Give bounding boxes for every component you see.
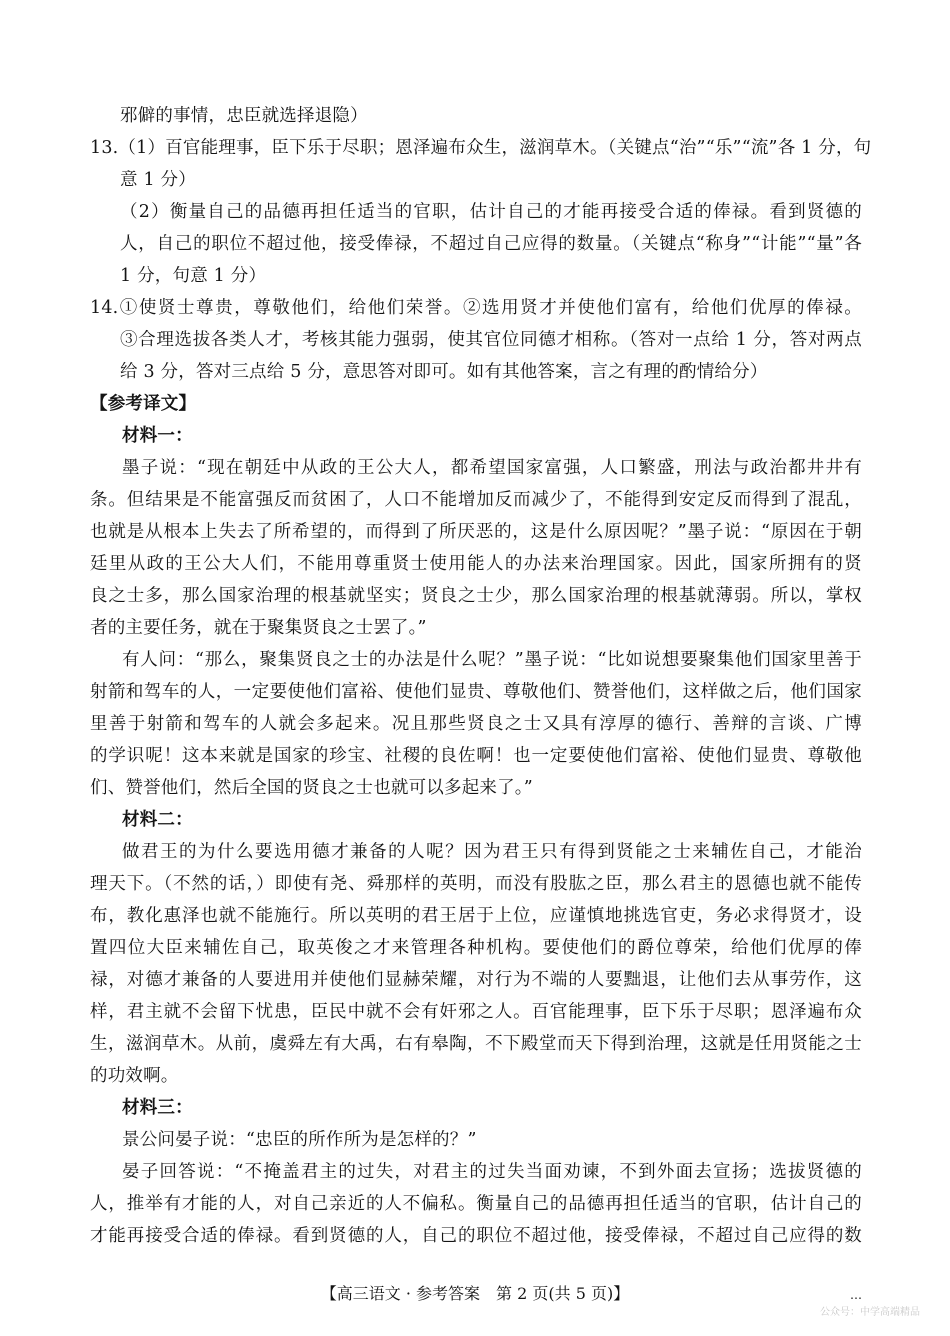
- answer-13-line: 1 分，句意 1 分）: [120, 266, 267, 286]
- paragraph-line: 人，推举有才能的人，对自己亲近的人不偏私。衡量自己的品德再担任适当的官职，估计自己的: [90, 1194, 862, 1214]
- corner-mark: …: [850, 1288, 862, 1302]
- paragraph-line: 们、赞誉他们，然后全国的贤良之士也就可以多起来了。”: [90, 778, 533, 798]
- material-heading: 材料二：: [122, 810, 193, 830]
- paragraph-line: 晏子回答说：“不掩盖君主的过失，对君主的过失当面劝谏，不到外面去宣扬；选拔贤德的: [122, 1162, 862, 1182]
- paragraph-line: 有人问：“那么，聚集贤良之士的办法是什么呢？”墨子说：“比如说想要聚集他们国家里善于: [122, 650, 862, 670]
- paragraph-line: 的学识呢！这本来就是国家的珍宝、社稷的良佐啊！也一定要使他们富裕、使他们显贵、尊敬他: [90, 746, 862, 766]
- answer-13-line: 13.（1）百官能理事，臣下乐于尽职；恩泽遍布众生，滋润草木。（关键点“治”“乐”“流”各 1 分，句: [90, 138, 872, 158]
- paragraph-line: 才能再接受合适的俸禄。看到贤德的人，自己的职位不超过他，接受俸禄，不超过自己应得的数: [90, 1226, 862, 1246]
- paragraph-line: 布，教化惠泽也就不能施行。所以英明的君王居于上位，应谨慎地挑选官吏，务必求得贤才，设: [90, 906, 862, 926]
- paragraph-line: 射箭和驾车的人，一定要使他们富裕、使他们显贵、尊敬他们、赞誉他们，这样做之后，他们国家: [90, 682, 862, 702]
- answer-13-line: （2）衡量自己的品德再担任适当的官职，估计自己的才能再接受合适的俸禄。看到贤德的: [120, 202, 862, 222]
- paragraph-line: 做君王的为什么要选用德才兼备的人呢？因为君王只有得到贤能之士来辅佐自己，才能治: [122, 842, 862, 862]
- paragraph-line: 禄，对德才兼备的人要进用并使他们显赫荣耀，对行为不端的人要黜退，让他们去从事劳作，这: [90, 970, 862, 990]
- paragraph-line: 条。但结果是不能富强反而贫困了，人口不能增加反而减少了，不能得到安定反而得到了混乱，: [90, 490, 862, 510]
- paragraph-line: 良之士多，那么国家治理的根基就坚实；贤良之士少，那么国家治理的根基就薄弱。所以，掌权: [90, 586, 862, 606]
- paragraph-line: 廷里从政的王公大人们，不能用尊重贤士使用能人的办法来治理国家。因此，国家所拥有的贤: [90, 554, 862, 574]
- paragraph-line: 景公问晏子说：“忠臣的所作所为是怎样的？”: [122, 1130, 477, 1150]
- paragraph-line: 理天下。（不然的话，）即使有尧、舜那样的英明，而没有股肱之臣，那么君主的恩德也就不能传: [90, 874, 862, 894]
- material-heading: 材料三：: [122, 1098, 193, 1118]
- page-footer: 【高三语文 · 参考答案 第 2 页(共 5 页)】: [320, 1284, 630, 1303]
- answer-14-line: 给 3 分，答对三点给 5 分，意思答对即可。如有其他答案，言之有理的酌情给分）: [120, 362, 768, 382]
- answer-14-line: ③合理选拔各类人才，考核其能力强弱，使其官位同德才相称。（答对一点给 1 分，答对两点: [120, 330, 862, 350]
- paragraph-line: 样，君主就不会留下忧患，臣民中就不会有奸邪之人。百官能理事，臣下乐于尽职；恩泽遍布众: [90, 1002, 862, 1022]
- paragraph-line: 者的主要任务，就在于聚集贤良之士罢了。”: [90, 618, 427, 638]
- section-heading: 【参考译文】: [90, 394, 197, 414]
- paragraph-line: 的功效啊。: [90, 1066, 179, 1086]
- answer-13-line: 意 1 分）: [120, 170, 196, 190]
- paragraph-line: 置四位大臣来辅佐自己，取英俊之才来管理各种机构。要使他们的爵位尊荣，给他们优厚的俸: [90, 938, 862, 958]
- paragraph-line: 墨子说：“现在朝廷中从政的王公大人，都希望国家富强，人口繁盛，刑法与政治都井井有: [122, 458, 862, 478]
- paragraph-line: 也就是从根本上失去了所希望的，而得到了所厌恶的，这是什么原因呢？”墨子说：“原因在于朝: [90, 522, 862, 542]
- answer-13-line: 人，自己的职位不超过他，接受俸禄，不超过自己应得的数量。（关键点“称身”“计能”“量”各: [120, 234, 862, 254]
- answer-14-line: 14.①使贤士尊贵，尊敬他们，给他们荣誉。②选用贤才并使他们富有，给他们优厚的俸禄。: [90, 298, 862, 318]
- paragraph-line: 里善于射箭和驾车的人就会多起来。况且那些贤良之士又具有淳厚的德行、善辩的言谈、广博: [90, 714, 862, 734]
- paragraph-line: 生，滋润草木。从前，虞舜左有大禹，右有皋陶，不下殿堂而天下得到治理，这就是任用贤能之士: [90, 1034, 862, 1054]
- watermark: 公众号：中学高端精品: [820, 1307, 920, 1318]
- text-line: 邪僻的事情，忠臣就选择退隐）: [120, 106, 368, 126]
- material-heading: 材料一：: [122, 426, 193, 446]
